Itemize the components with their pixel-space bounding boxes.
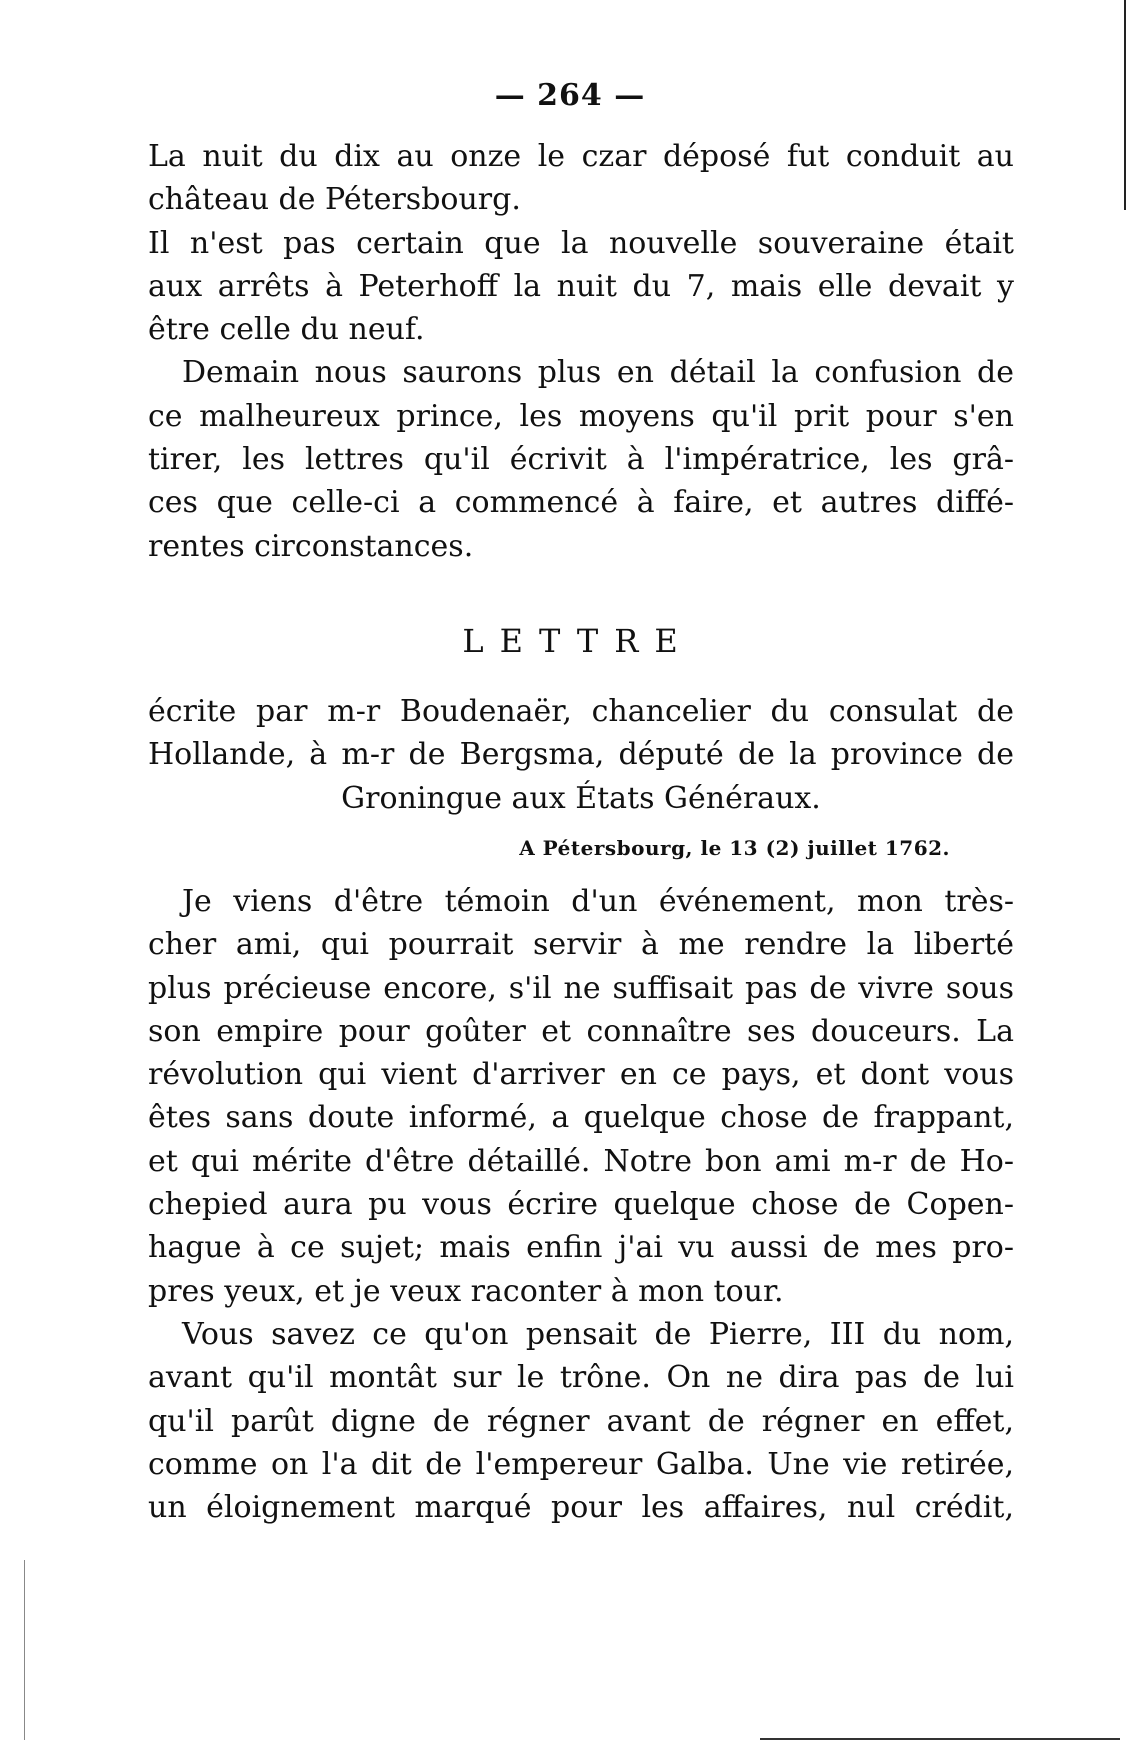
- text-line: aux arrêts à Peterhoff la nuit du 7, mais elle devait y: [148, 268, 1014, 304]
- letter-caption: [148, 690, 1014, 820]
- text-line: et qui mérite d'être détaillé. Notre bon ami m-r de Ho-: [148, 1143, 1014, 1179]
- top-paragraphs: [148, 135, 1014, 568]
- text-line: un éloignement marqué pour les affaires, nul crédit,: [148, 1490, 1014, 1526]
- text-line: rentes circonstances.: [148, 528, 474, 564]
- text-line: Je viens d'être témoin d'un événement, mon très-: [182, 884, 1014, 919]
- text-line: La nuit du dix au onze le czar déposé fut conduit au: [148, 139, 1014, 174]
- caption-line: Groningue aux États Généraux.: [341, 780, 821, 816]
- text-line: plus précieuse encore, s'il ne suffisait pas de vivre sous: [148, 970, 1014, 1006]
- letter-dateline: A Pétersbourg, le 13 (2) juillet 1762.: [519, 836, 950, 860]
- text-line: tirer, les lettres qu'il écrivit à l'impératrice, les grâ-: [148, 442, 1014, 478]
- text-line: son empire pour goûter et connaître ses douceurs. La: [148, 1013, 1014, 1049]
- text-line: chepied aura pu vous écrire quelque chose de Copen-: [148, 1187, 1014, 1223]
- text-line: pres yeux, et je veux raconter à mon tour.: [148, 1273, 784, 1309]
- text-line: révolution qui vient d'arriver en ce pays, et dont vous: [148, 1057, 1014, 1093]
- text-line: cher ami, qui pourrait servir à me rendre la liberté: [148, 927, 1014, 963]
- text-line: comme on l'a dit de l'empereur Galba. Une vie retirée,: [148, 1446, 1014, 1482]
- text-line: château de Pétersbourg.: [148, 182, 521, 218]
- page-number: — 264 —: [494, 78, 646, 113]
- letter-body: [148, 880, 1014, 1529]
- scan-edge-left: [24, 1560, 25, 1740]
- text-line: Vous savez ce qu'on pensait de Pierre, III du nom,: [182, 1316, 1014, 1352]
- caption-line: écrite par m-r Boudenaër, chancelier du consulat de: [148, 694, 1014, 729]
- text-line: ce malheureux prince, les moyens qu'il prit pour s'en: [148, 398, 1014, 434]
- text-line: avant qu'il montât sur le trône. On ne dira pas de lui: [148, 1360, 1014, 1396]
- text-line: Il n'est pas certain que la nouvelle souveraine était: [148, 225, 1014, 261]
- letter-heading: LETTRE: [462, 622, 694, 660]
- text-line: hague à ce sujet; mais enfin j'ai vu aussi de mes pro-: [148, 1230, 1014, 1266]
- text-line: ces que celle-ci a commencé à faire, et autres diffé-: [148, 485, 1014, 521]
- scan-edge-bottom: [760, 1738, 1120, 1740]
- text-line: être celle du neuf.: [148, 312, 425, 348]
- text-line: qu'il parût digne de régner avant de régner en effet,: [148, 1403, 1014, 1439]
- caption-line: Hollande, à m-r de Bergsma, député de la province de: [148, 737, 1014, 773]
- text-line: êtes sans doute informé, a quelque chose de frappant,: [148, 1100, 1014, 1136]
- text-line: Demain nous saurons plus en détail la confusion de: [182, 355, 1014, 391]
